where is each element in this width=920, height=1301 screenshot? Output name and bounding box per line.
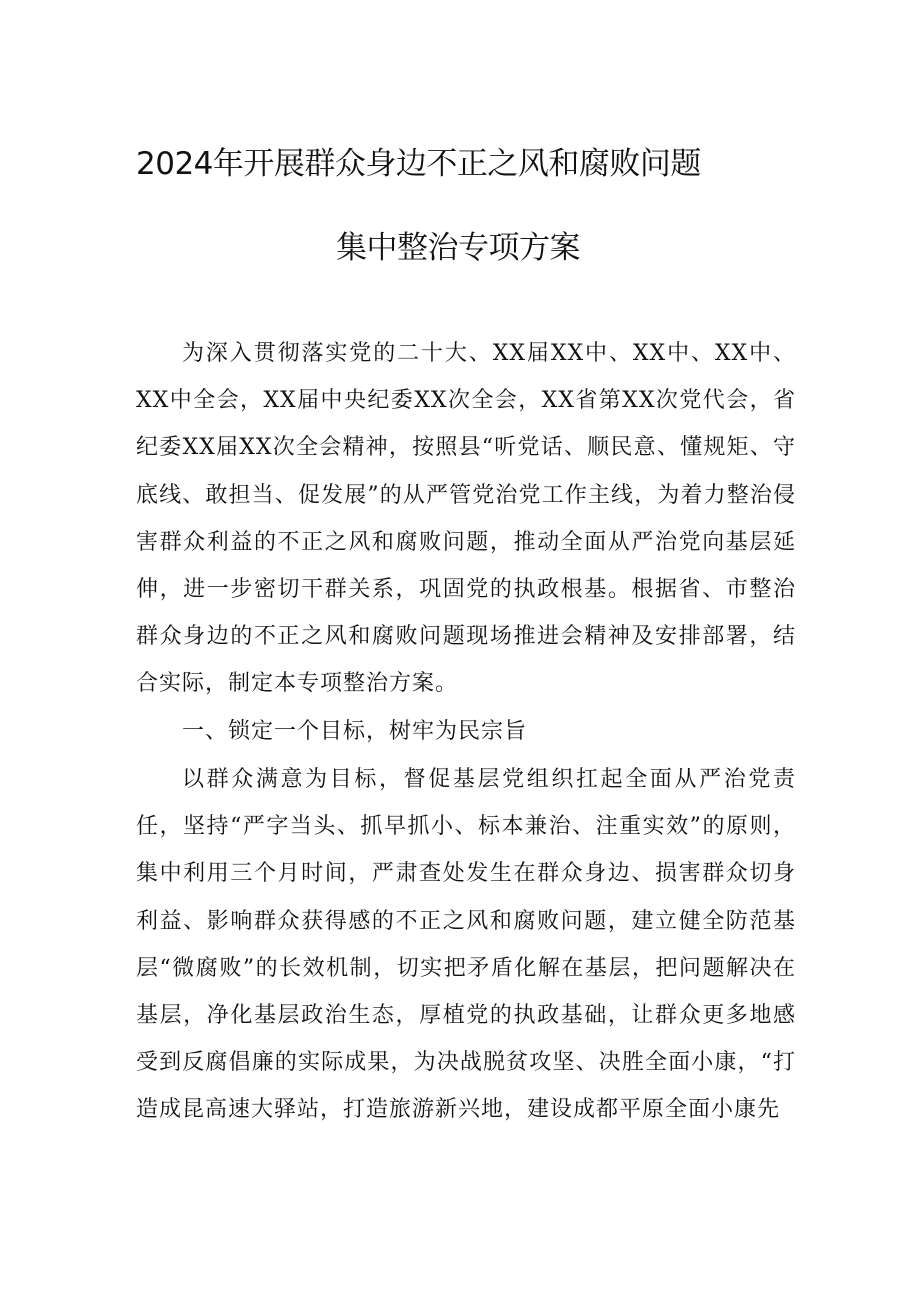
- document-title-line-1: 2024年开展群众身边不正之风和腐败问题: [136, 146, 701, 182]
- body-paragraph-section-1: [136, 756, 796, 1134]
- paragraph-text: 为深入贯彻落实党的二十大、XX届XX中、XX中、XX中、XX中全会，XX届中央纪委XX次全会，XX省第XX次党代会，省纪委XX届XX次全会精神，按照县“听党话、顺民意、懂规矩、守底线、敢担当、促发展”的从严管党治党工作主线，为着力整治侵害群众利益的不正之风和腐败问题，推动全面从严治党向基层延伸，进一步密切干群关系，巩固党的执政根基。根据省、市整治群众身边的不正之风和腐败问题现场推进会精神及安排部署，结合实际，制定本专项整治方案。: [136, 341, 796, 697]
- paragraph-text: 以群众满意为目标，督促基层党组织扛起全面从严治党责任，坚持“严字当头、抓早抓小、标本兼治、注重实效”的原则，集中利用三个月时间，严肃查处发生在群众身边、损害群众切身利益、影响群众获得感的不正之风和腐败问题，建立健全防范基层“微腐败”的长效机制，切实把矛盾化解在基层，把问题解决在基层，净化基层政治生态，厚植党的执政基础，让群众更多地感受到反腐倡廉的实际成果，为决战脱贫攻坚、决胜全面小康，“打造成昆高速大驿站，打造旅游新兴地，建设成都平原全面小康先: [136, 767, 796, 1123]
- document-title-line-2: 集中整治专项方案: [336, 230, 580, 266]
- body-paragraph-intro: [136, 330, 796, 708]
- section-heading-text: 一、锁定一个目标，树牢为民宗旨: [182, 719, 528, 744]
- section-heading-1: [136, 708, 796, 755]
